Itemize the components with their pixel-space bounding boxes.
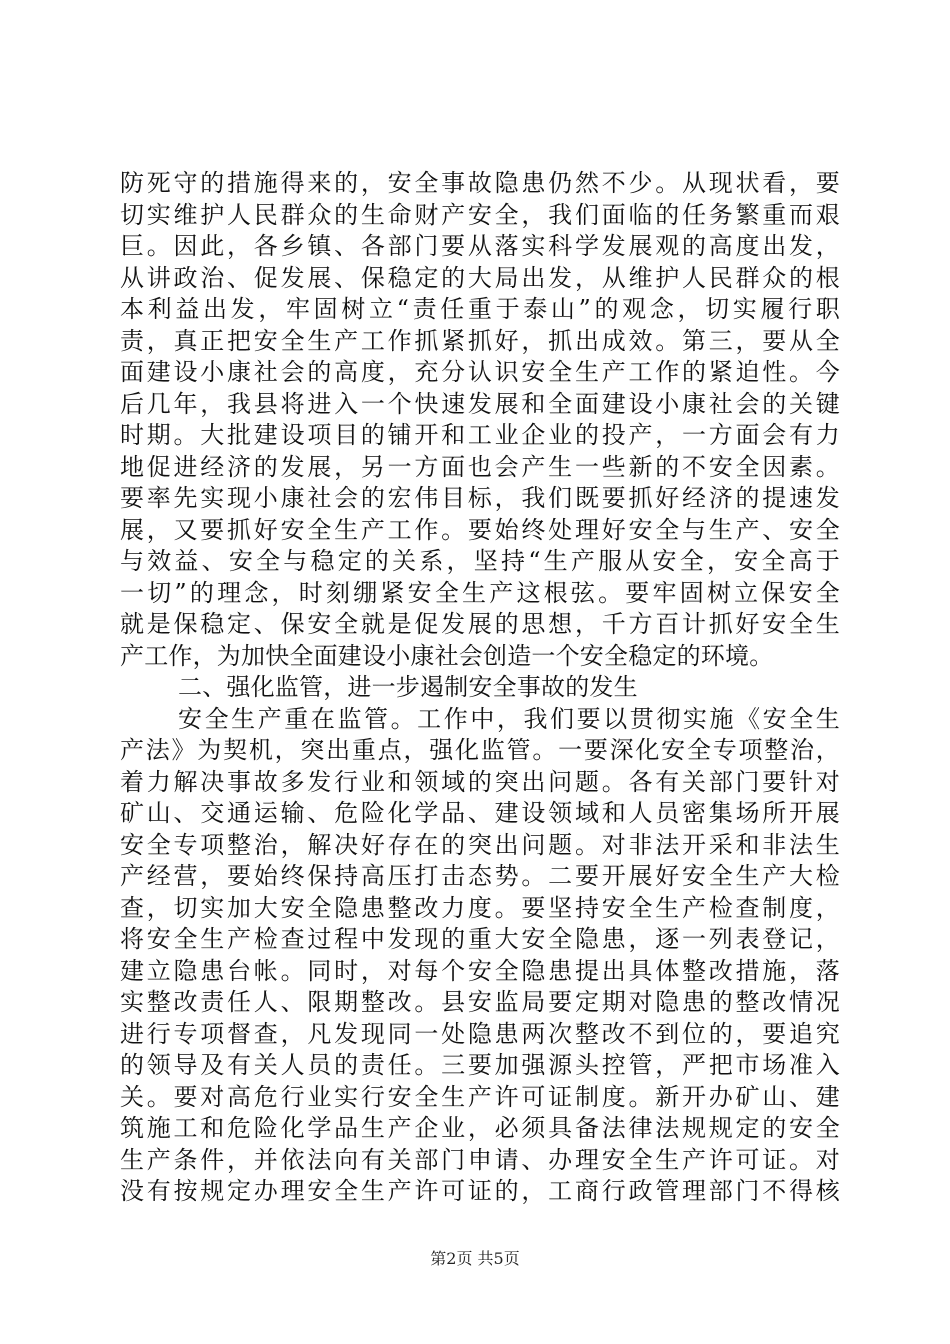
text-line: 要率先实现小康社会的宏伟目标，我们既要抓好经济的提速发 — [120, 484, 840, 512]
text-line: 时期。大批建设项目的铺开和工业企业的投产，一方面会有力 — [120, 421, 840, 449]
text-line: 面建设小康社会的高度，充分认识安全生产工作的紧迫性。今 — [120, 358, 840, 386]
text-line: 关。要对高危行业实行安全生产许可证制度。新开办矿山、建 — [120, 1082, 840, 1111]
text-line: 筑施工和危险化学品生产企业，必须具备法律法规规定的安全 — [120, 1114, 840, 1142]
text-line: 产法》为契机，突出重点，强化监管。一要深化安全专项整治， — [120, 736, 840, 764]
text-line: 进行专项督查，凡发现同一处隐患两次整改不到位的，要追究 — [120, 1019, 840, 1048]
text-line: 巨。因此，各乡镇、各部门要从落实科学发展观的高度出发， — [120, 232, 840, 260]
text-line: 建立隐患台帐。同时，对每个安全隐患提出具体整改措施，落 — [120, 956, 840, 985]
text-line: 产工作，为加快全面建设小康社会创造一个安全稳定的环境。 — [120, 641, 774, 670]
text-line: 后几年，我县将进入一个快速发展和全面建设小康社会的关键 — [120, 389, 840, 418]
text-line: 地促进经济的发展，另一方面也会产生一些新的不安全因素。 — [120, 452, 840, 481]
text-line: 将安全生产检查过程中发现的重大安全隐患，逐一列表登记， — [120, 925, 840, 953]
section-heading: 二、强化监管，进一步遏制安全事故的发生 — [178, 673, 638, 701]
text-line: 产经营，要始终保持高压打击态势。二要开展好安全生产大检 — [120, 862, 840, 890]
text-line: 本利益出发，牢固树立“责任重于泰山”的观念，切实履行职 — [120, 295, 840, 323]
text-line: 展，又要抓好安全生产工作。要始终处理好安全与生产、安全 — [120, 515, 840, 544]
text-line: 没有按规定办理安全生产许可证的，工商行政管理部门不得核 — [120, 1177, 840, 1205]
text-line: 实整改责任人、限期整改。县安监局要定期对隐患的整改情况 — [120, 988, 840, 1016]
text-line: 从讲政治、促发展、保稳定的大局出发，从维护人民群众的根 — [120, 263, 840, 292]
text-line: 生产条件，并依法向有关部门申请、办理安全生产许可证。对 — [120, 1145, 840, 1174]
text-line: 着力解决事故多发行业和领域的突出问题。各有关部门要针对 — [120, 767, 840, 796]
text-line: 安全专项整治，解决好存在的突出问题。对非法开采和非法生 — [120, 830, 840, 859]
document-body — [120, 168, 840, 1208]
text-line: 安全生产重在监管。工作中，我们要以贯彻实施《安全生 — [178, 704, 840, 733]
text-line: 就是保稳定、保安全就是促发展的思想，千方百计抓好安全生 — [120, 610, 840, 638]
text-line: 防死守的措施得来的，安全事故隐患仍然不少。从现状看，要 — [120, 169, 840, 197]
text-line: 与效益、安全与稳定的关系，坚持“生产服从安全，安全高于 — [120, 547, 840, 575]
text-line: 的领导及有关人员的责任。三要加强源头控管，严把市场准入 — [120, 1051, 840, 1079]
text-line: 责，真正把安全生产工作抓紧抓好，抓出成效。第三，要从全 — [120, 326, 840, 355]
page-number-footer: 第2页 共5页 — [430, 1249, 520, 1268]
text-line: 一切”的理念，时刻绷紧安全生产这根弦。要牢固树立保安全 — [120, 578, 840, 607]
text-line: 矿山、交通运输、危险化学品、建设领域和人员密集场所开展 — [120, 799, 840, 827]
text-line: 切实维护人民群众的生命财产安全，我们面临的任务繁重而艰 — [120, 200, 840, 229]
text-line: 查，切实加大安全隐患整改力度。要坚持安全生产检查制度， — [120, 893, 840, 922]
